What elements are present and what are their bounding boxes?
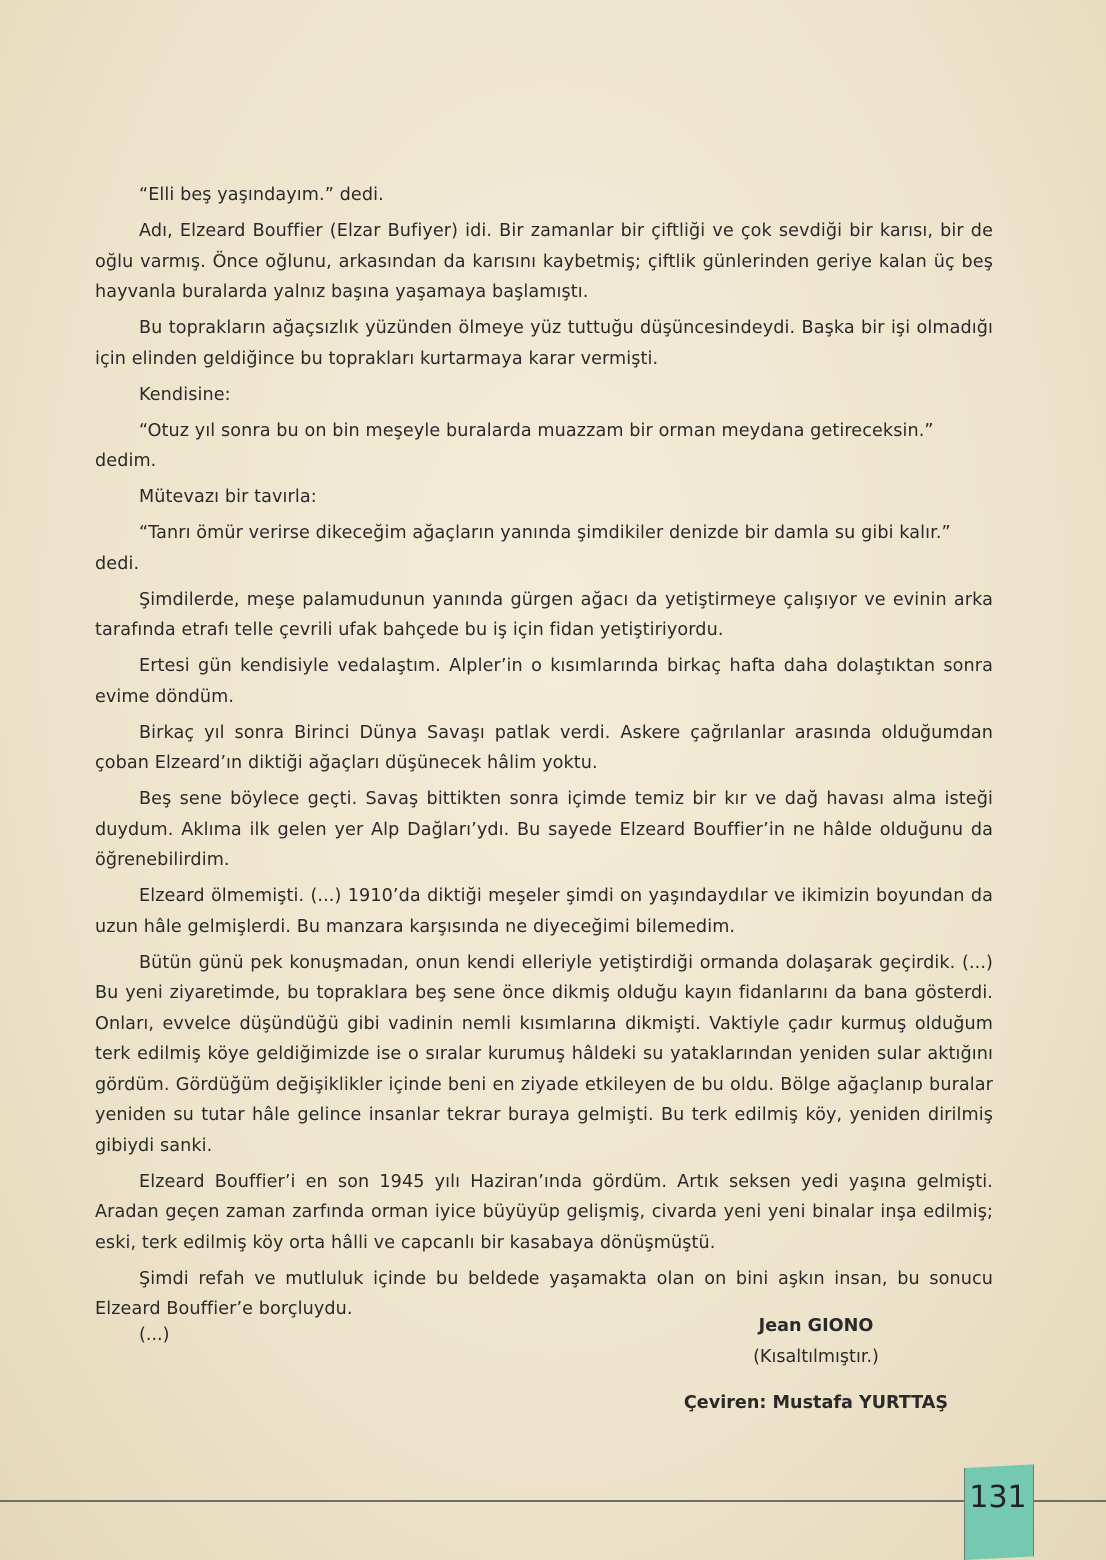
paragraph: “Elli beş yaşındayım.” dedi. (139, 185, 384, 205)
paragraph: Elzeard Bouffier’i en son 1945 yılı Haziran’ında gördüm. Artık seksen yedi yaşına gelmişti. Aradan geçen zaman zarfında orman iyice büyüyüp gelişmiş, civarda yeni yeni binalar inşa edilmiş; eski, terk edilmiş köy orta hâlli ve capcanlı bir kasabaya dönüşmüştü. (95, 1171, 993, 1253)
paragraph: Mütevazı bir tavırla: (139, 487, 317, 507)
footer-rule (0, 1500, 1106, 1502)
paragraph: Bu toprakların ağaçsızlık yüzünden ölmeye yüz tuttuğu düşüncesindeydi. Başka bir işi olmadığı için elinden geldiğince bu toprakları kurtarmaya karar vermişti. (95, 318, 993, 369)
paragraph: “Otuz yıl sonra bu on bin meşeyle buralarda muazzam bir orman meydana getireceksin.” dedim. (95, 420, 934, 471)
paragraph: Elzeard ölmemişti. (...) 1910’da diktiği meşeler şimdi on yaşındaydılar ve ikimizin boyundan da uzun hâle gelmişlerdi. Bu manzara karşısında ne diyeceğimi bilemedim. (95, 886, 993, 937)
omission-mark: (...) (139, 1325, 170, 1345)
abridged-note: (Kısaltılmıştır.) (753, 1347, 879, 1367)
paragraph: “Tanrı ömür verirse dikeceğim ağaçların yanında şimdikiler denizde bir damla su gibi kalır.” dedi. (95, 523, 951, 574)
paragraph: Kendisine: (139, 384, 231, 405)
translator-credit: Çeviren: Mustafa YURTTAŞ (683, 1393, 949, 1413)
paragraph: Şimdilerde, meşe palamudunun yanında gürgen ağacı da yetiştirmeye çalışıyor ve evinin arka tarafında etrafı telle çevrili ufak bahçede bu iş için fidan yetiştiriyordu. (95, 589, 993, 640)
paragraph: Beş sene böylece geçti. Savaş bittikten sonra içimde temiz bir kır ve dağ havası alma isteği duydum. Aklıma ilk gelen yer Alp Dağları’ydı. Bu sayede Elzeard Bouffier’in ne hâlde olduğunu da öğrenebilirdim. (95, 789, 993, 870)
page-number: 131 (969, 1480, 1027, 1515)
paragraph: Birkaç yıl sonra Birinci Dünya Savaşı patlak verdi. Askere çağrılanlar arasında olduğumdan çoban Elzeard’ın diktiği ağaçları düşünecek hâlim yoktu. (95, 722, 993, 773)
body-text (95, 180, 993, 1330)
paragraph: Ertesi gün kendisiyle vedalaştım. Alpler’in o kısımlarında birkaç hafta daha dolaştıktan sonra evime döndüm. (95, 656, 993, 707)
paragraph: Şimdi refah ve mutluluk içinde bu beldede yaşamakta olan on bini aşkın insan, bu sonucu Elzeard Bouffier’e borçluydu. (95, 1268, 993, 1319)
author-name: Jean GIONO (758, 1316, 874, 1336)
paragraph: Bütün günü pek konuşmadan, onun kendi elleriyle yetiştirdiği ormanda dolaşarak geçirdik. (...) Bu yeni ziyaretimde, bu topraklara beş sene önce dikmiş olduğu kayın fidanlarını da bana gösterdi. Onları, evvelce düşündüğü gibi vadinin nemli kısımlarına dikmişti. Vaktiyle çadır kurmuş olduğum terk edilmiş köye geldiğimizde ise o sıralar kurumuş hâldeki su yataklarından yeniden sular aktığını gördüm. Gördüğüm değişiklikler içinde beni en ziyade etkileyen de bu oldu. Bölge ağaçlanıp buralar yeniden su tutar hâle gelince insanlar tekrar buraya gelmişti. Bu terk edilmiş köy, yeniden dirilmiş gibiydi sanki. (95, 952, 993, 1156)
paragraph: Adı, Elzeard Bouffier (Elzar Bufiyer) idi. Bir zamanlar bir çiftliği ve çok sevdiği bir karısı, bir de oğlu varmış. Önce oğlunu, arkasından da karısını kaybetmiş; çiftlik günlerinden geriye kalan üç beş hayvanla buralarda yalnız başına yaşamaya başlamıştı. (95, 221, 993, 302)
